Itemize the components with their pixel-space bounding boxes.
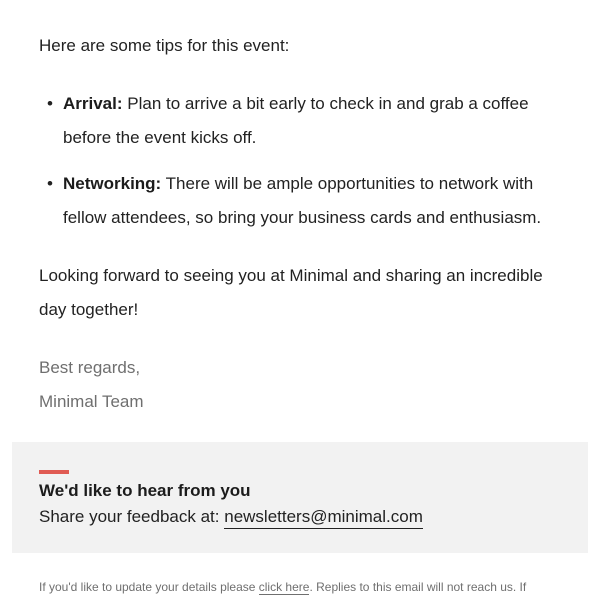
signoff <box>39 351 144 419</box>
feedback-prompt-text: Share your feedback at: <box>39 507 225 526</box>
footer-text-after: . Replies to this email will not reach us. If <box>309 580 527 594</box>
feedback-prompt <box>39 507 423 527</box>
feedback-heading: We'd like to hear from you <box>39 481 251 500</box>
closing-paragraph: Looking forward to seeing you at Minimal and sharing an incredible day together! <box>39 266 543 319</box>
regards-text: Best regards, <box>39 358 141 377</box>
signature-text: Minimal Team <box>39 392 144 411</box>
tips-intro: Here are some tips for this event: <box>39 36 290 55</box>
list-item <box>47 87 563 155</box>
footer-note <box>39 580 569 594</box>
footer-text-before: If you'd like to update your details please <box>39 580 259 594</box>
list-item <box>47 167 563 235</box>
update-details-link[interactable]: click here <box>258 580 310 594</box>
tip-label: Arrival: <box>63 94 123 113</box>
tip-label: Networking: <box>63 174 162 193</box>
accent-divider <box>39 470 69 474</box>
feedback-panel <box>12 442 588 553</box>
tips-list <box>39 87 563 247</box>
tip-text: There will be ample opportunities to network with fellow attendees, so bring your business cards and enthusiasm. <box>63 174 542 227</box>
bullet-icon: • <box>47 174 53 193</box>
tip-text: Plan to arrive a bit early to check in and grab a coffee before the event kicks off. <box>63 94 529 147</box>
bullet-icon: • <box>47 94 53 113</box>
feedback-email-link[interactable]: newsletters@minimal.com <box>224 507 423 529</box>
